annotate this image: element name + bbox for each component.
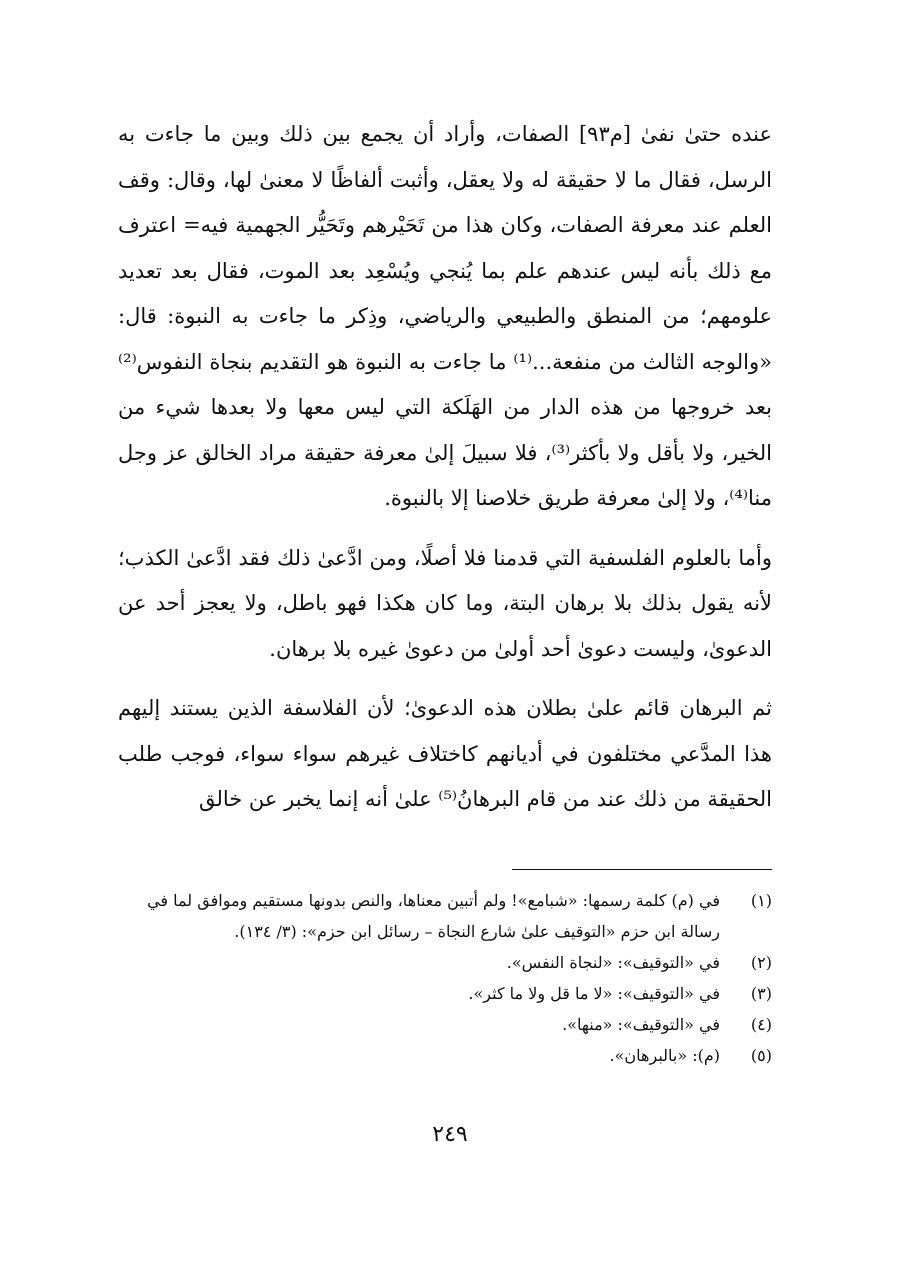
footnote-4 <box>118 1009 772 1040</box>
footnote-number: (٣) <box>750 984 772 1003</box>
footnote-text: في «التوقيف»: «لنجاة النفس». <box>506 953 720 972</box>
footnote-3 <box>118 978 772 1009</box>
footnote-2 <box>118 947 772 978</box>
footnote-separator <box>512 869 772 870</box>
footnote-number: (٢) <box>750 953 772 972</box>
footnote-number: (٤) <box>750 1015 772 1034</box>
footnote-text: (م): «بالبرهان». <box>609 1046 720 1065</box>
footnotes <box>118 885 772 1071</box>
footnote-5 <box>118 1040 772 1071</box>
footnote-text: في «التوقيف»: «لا ما قل ولا ما كثر». <box>468 984 720 1003</box>
footnote-number: (١) <box>750 891 772 910</box>
paragraph-3: ثم البرهان قائم علىٰ بطلان هذه الدعوىٰ؛ لأن الفلاسفة الذين يستند إليهم هذا المدَّعي مختلفون في أديانهم كاختلاف غيرهم سواء سواء، فوجب طلب الحقيقة من ذلك عند من قام البرهانُ⁽⁵⁾ علىٰ أنه إنما يخبر عن خالق <box>118 696 772 811</box>
paragraph-1: عنده حتىٰ نفىٰ [م٩٣] الصفات، وأراد أن يجمع بين ذلك وبين ما جاءت به الرسل، فقال ما لا حقيقة له ولا يعقل، وأثبت ألفاظًا لا معنىٰ لها، وقال: وقف العلم عند معرفة الصفات، وكان هذا من تَحَيْرهم وتَحَيُّر الجهمية فيه= اعترف مع ذلك بأنه ليس عندهم علم بما يُنجي ويُسْعِد بعد الموت، فقال بعد تعديد علومهم؛ من المنطق والطبيعي والرياضي، وذِكر ما جاءت به النبوة: قال: «والوجه الثالث من منفعة...⁽¹⁾ ما جاءت به النبوة هو التقديم بنجاة النفوس⁽²⁾ بعد خروجها من هذه الدار من الهَلَكة التي ليس معها ولا بعدها شيء من الخير، ولا بأقل ولا بأكثر⁽³⁾، فلا سبيلَ إلىٰ معرفة حقيقة مراد الخالق عز وجل منا⁽⁴⁾، ولا إلىٰ معرفة طريق خلاصنا إلا بالنبوة. <box>118 122 773 510</box>
paragraph-2: وأما بالعلوم الفلسفية التي قدمنا فلا أصلًا، ومن ادَّعىٰ ذلك فقد ادَّعىٰ الكذب؛ لأنه يقول بذلك بلا برهان البتة، وما كان هكذا فهو باطل، ولا يعجز أحد عن الدعوىٰ، وليست دعوىٰ أحد أولىٰ من دعوىٰ غيره بلا برهان. <box>118 545 772 661</box>
footnote-text: في «التوقيف»: «منها». <box>562 1015 720 1034</box>
main-text <box>118 112 772 823</box>
footnote-text: في (م) كلمة رسمها: «شبامع»! ولم أتبين معناها، والنص بدونها مستقيم وموافق لما في رسالة ابن حزم «التوقيف علىٰ شارع النجاة – رسائل ابن حزم»: (٣/ ١٣٤). <box>147 891 720 941</box>
footnote-1 <box>118 885 772 947</box>
footnote-number: (٥) <box>750 1046 772 1065</box>
page-number: ٢٤٩ <box>432 1122 468 1147</box>
